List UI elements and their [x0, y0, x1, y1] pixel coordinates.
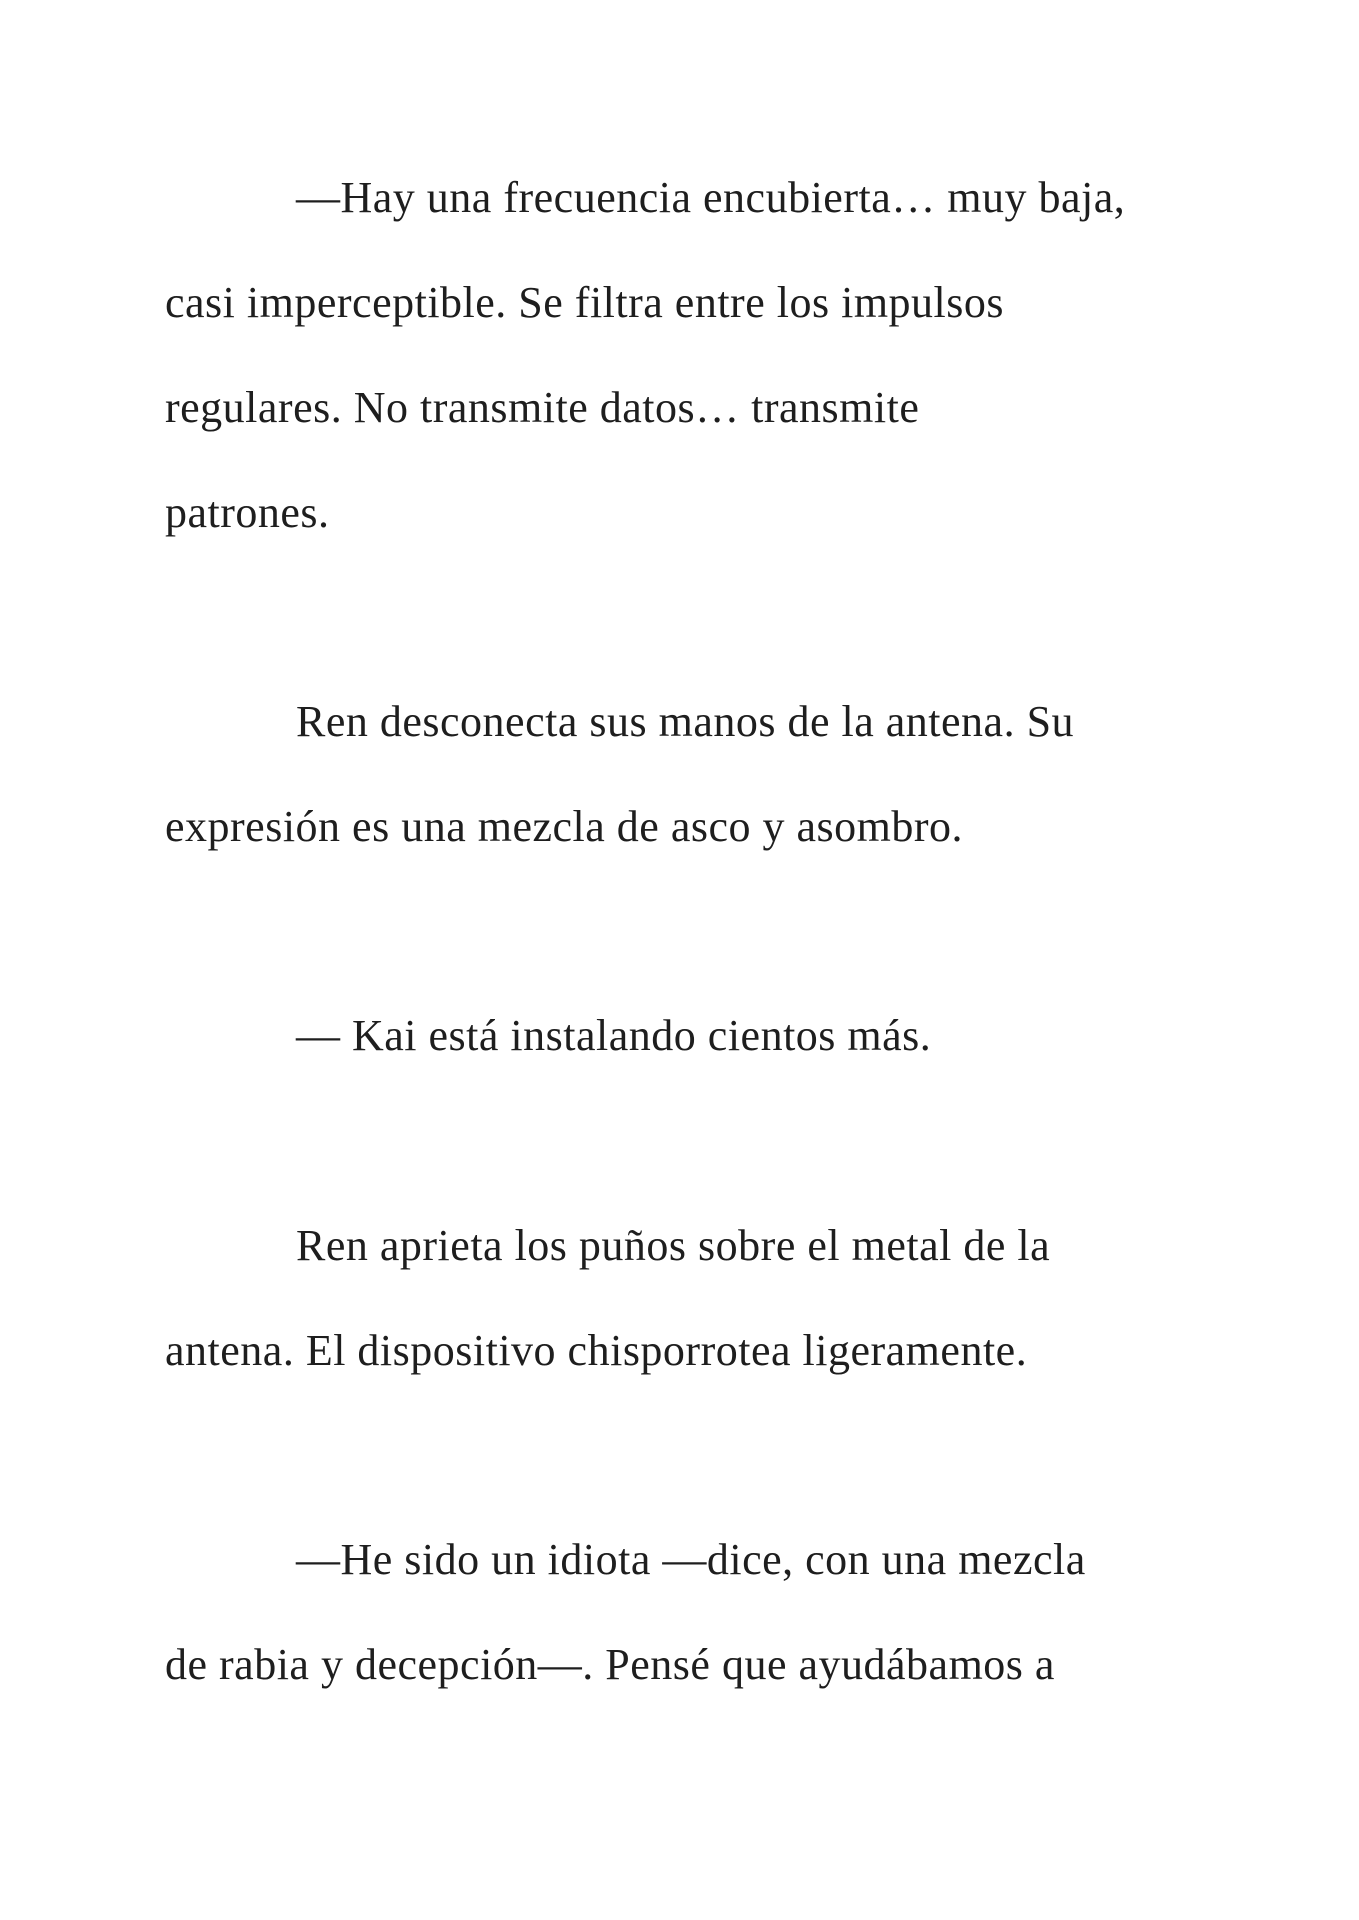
- text-line: de rabia y decepción—. Pensé que ayudábamos a: [165, 1640, 1055, 1689]
- text-line: antena. El dispositivo chisporrotea ligeramente.: [165, 1326, 1028, 1375]
- text-line: Ren desconecta sus manos de la antena. Su: [296, 697, 1075, 746]
- text-line: casi imperceptible. Se filtra entre los impulsos: [165, 278, 1005, 327]
- text-line: —He sido un idiota —dice, con una mezcla: [296, 1535, 1086, 1584]
- text-line: regulares. No transmite datos… transmite: [165, 383, 920, 432]
- text-line: Ren aprieta los puños sobre el metal de la: [296, 1221, 1051, 1270]
- text-line: — Kai está instalando cientos más.: [296, 1011, 932, 1060]
- text-line: patrones.: [165, 488, 330, 537]
- text-line: expresión es una mezcla de asco y asombro.: [165, 802, 964, 851]
- text-line: —Hay una frecuencia encubierta… muy baja,: [296, 173, 1126, 222]
